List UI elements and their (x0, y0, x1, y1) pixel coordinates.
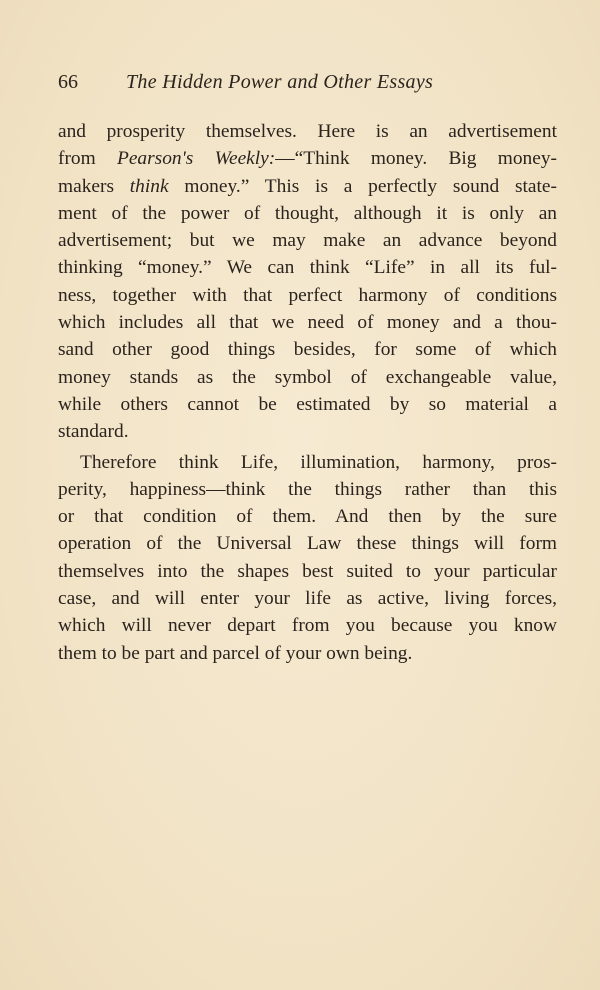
running-title: The Hidden Power and Other Essays (126, 71, 434, 93)
text-line: standard. (58, 421, 129, 443)
text-span: makers (58, 175, 130, 197)
italic-emphasis: think (129, 175, 169, 197)
text-line: Therefore think Life, illumination, harmony, pros- (80, 451, 557, 473)
text-span: from (58, 148, 117, 170)
text-line: while others cannot be estimated by so material a (58, 393, 557, 415)
page-number: 66 (58, 71, 78, 93)
text-line: and prosperity themselves. Here is an advertisement (58, 121, 557, 142)
paragraph-1 (58, 118, 557, 446)
text-line (58, 145, 557, 172)
text-line: ment of the power of thought, although it is only an (58, 202, 557, 224)
text-line: money stands as the symbol of exchangeable value, (58, 366, 557, 388)
text-line: themselves into the shapes best suited to your particular (58, 560, 557, 582)
text-line: them to be part and parcel of your own being. (58, 642, 413, 664)
text-line: or that condition of them. And then by the sure (58, 506, 557, 528)
text-span: money.” This is a perfectly sound state- (168, 175, 557, 197)
text-line: advertisement; but we may make an advance beyond (58, 230, 557, 252)
text-line: sand other good things besides, for some of which (58, 339, 557, 361)
text-line: which will never depart from you because you know (58, 615, 557, 637)
text-line: case, and will enter your life as active, living forces, (58, 588, 557, 610)
italic-title: Pearson's Weekly: (116, 148, 276, 170)
text-line: which includes all that we need of money and a thou- (58, 312, 557, 334)
text-line: ness, together with that perfect harmony of conditions (58, 284, 557, 306)
body-text (58, 118, 557, 667)
text-line: operation of the Universal Law these things will form (58, 533, 557, 555)
text-line: perity, happiness—think the things rather than this (58, 478, 557, 500)
paragraph-2 (58, 449, 557, 667)
text-span: —“Think money. Big money- (275, 148, 557, 170)
text-line (58, 173, 557, 200)
text-line: thinking “money.” We can think “Life” in all its ful- (58, 257, 557, 279)
